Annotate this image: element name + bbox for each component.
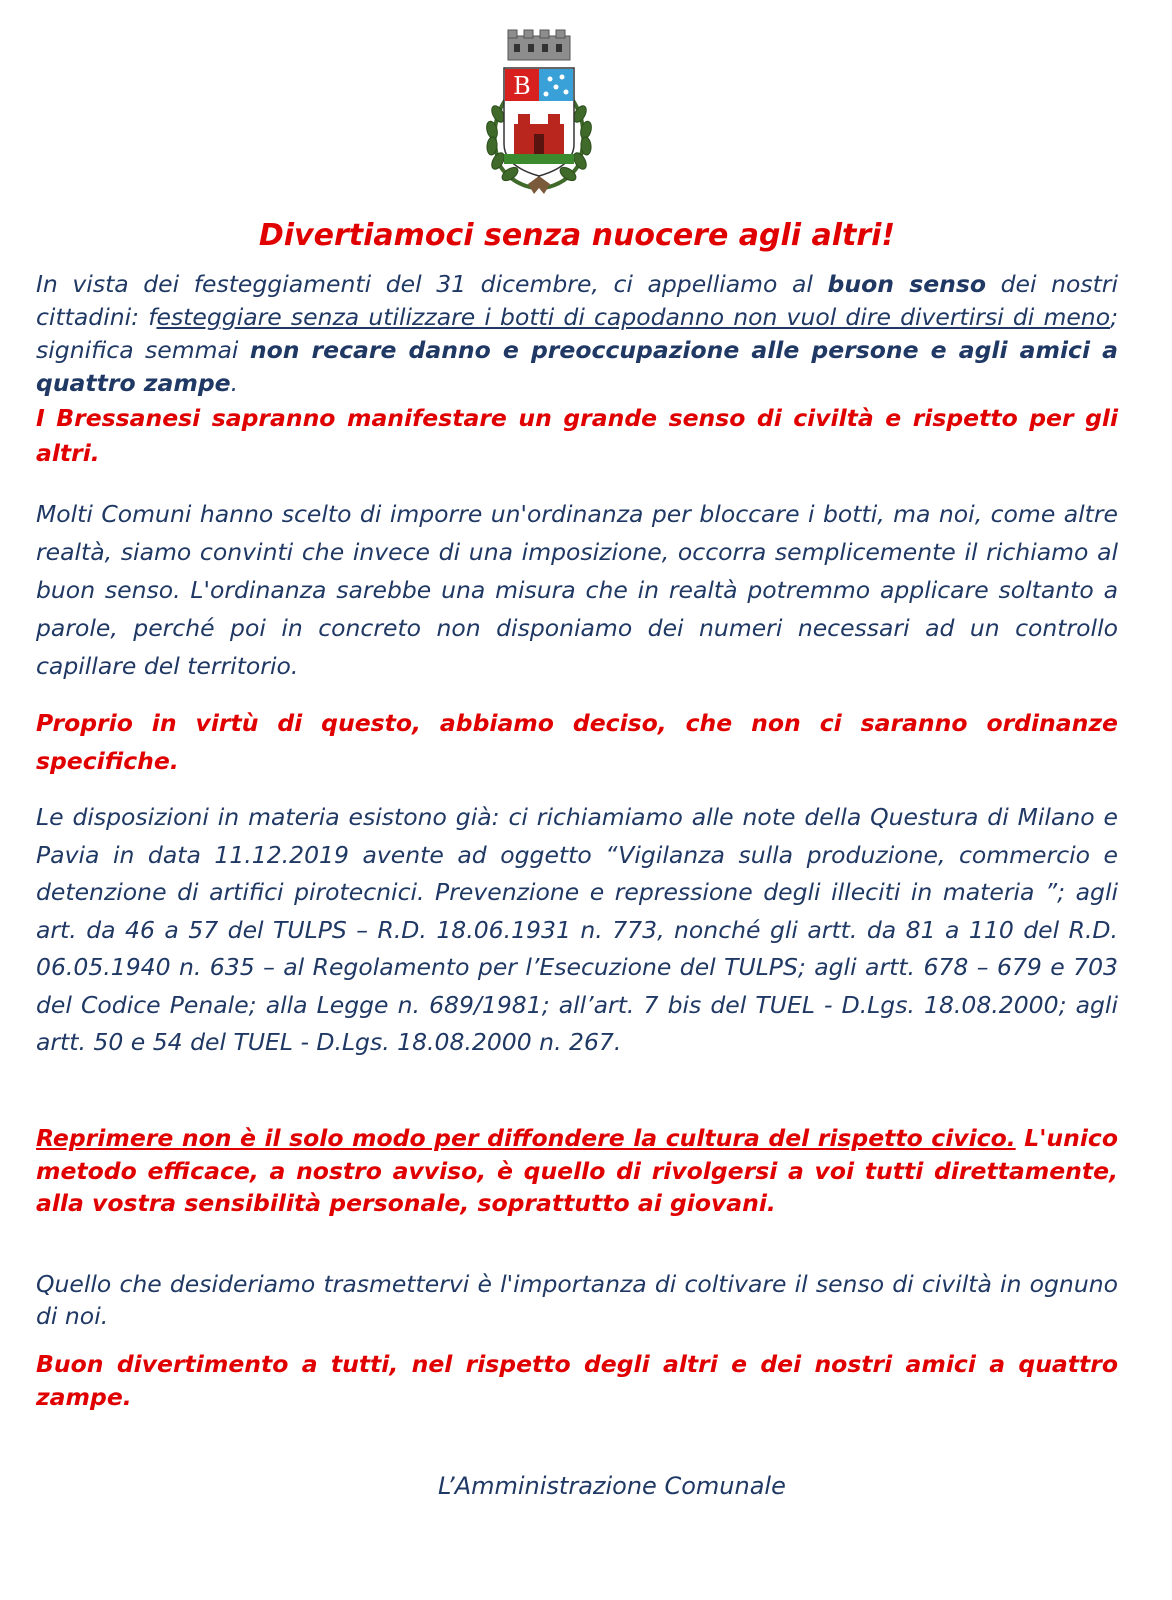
- comuni-paragraph: Molti Comuni hanno scelto di imporre un'ordinanza per bloccare i botti, ma noi, come altre realtà, siamo convinti che invece di una imposizione, occorra semplicemente il richiamo al buon senso. L'ordinanza sarebbe una misura che in realtà potremmo applicare soltanto a parole, perché poi in concreto non disponiamo dei numeri necessari ad un controllo capillare del territorio.: [36, 500, 1118, 680]
- intro-text-4: .: [230, 369, 239, 397]
- intro-bold-buon-senso: buon senso: [827, 270, 987, 298]
- intro-underlined-festeggiare: esteggiare senza utilizzare i botti di capodanno non vuol dire divertirsi di meno: [156, 303, 1111, 331]
- decisione-paragraph: Proprio in virtù di questo, abbiamo deciso, che non ci saranno ordinanze specifiche.: [36, 709, 1118, 775]
- intro-text-3: ; significa semmai: [36, 303, 1118, 364]
- page-title: Divertiamoci senza nuocere agli altri!: [258, 218, 896, 253]
- intro-text-2: dei nostri cittadini: f: [36, 270, 1118, 331]
- intro-paragraph: [36, 268, 1118, 400]
- reprimere-paragraph: [36, 1122, 1118, 1220]
- mural-crown-icon: [508, 30, 570, 60]
- emblem-letter: B: [513, 72, 531, 100]
- bressanesi-paragraph: I Bressanesi sapranno manifestare un grande senso di civiltà e rispetto per gli altri.: [36, 404, 1118, 467]
- disposizioni-paragraph: Le disposizioni in materia esistono già: ci richiamiamo alle note della Questura di Milano e Pavia in data 11.12.2019 avente ad oggetto “Vigilanza sulla produzione, commercio e detenzione di artifici pirotecnici. Prevenzione e repressione degli illeciti in materia ”; agli art. da 46 a 57 del TULPS – R.D. 18.06.1931 n. 773, nonché gli artt. da 81 a 110 del R.D. 06.05.1940 n. 635 – al Regolamento per l’Esecuzione del TULPS; agli artt. 678 – 679 e 703 del Codice Penale; alla Legge n. 689/1981; all’art. 7 bis del TUEL - D.Lgs. 18.08.2000; agli artt. 50 e 54 del TUEL - D.Lgs. 18.08.2000 n. 267.: [36, 803, 1118, 1056]
- civilta-paragraph: Quello che desideriamo trasmettervi è l'importanza di coltivare il senso di civiltà in ognuno di noi.: [36, 1270, 1118, 1330]
- coat-of-arms-emblem: [478, 26, 600, 198]
- reprimere-underlined: Reprimere non è il solo modo per diffondere la cultura del rispetto civico.: [36, 1124, 1016, 1152]
- ribbon-icon: [528, 176, 550, 194]
- signature: L’Amministrazione Comunale: [438, 1472, 786, 1500]
- intro-text-1: In vista dei festeggiamenti del 31 dicembre, ci appelliamo al: [36, 270, 828, 298]
- reprimere-rest: L'unico metodo efficace, a nostro avviso, è quello di rivolgersi a voi tutti direttamente, alla vostra sensibilità personale, soprattutto ai giovani.: [36, 1124, 1118, 1217]
- intro-bold-non-recare-danno: non recare danno e preoccupazione alle persone e agli amici a quattro zampe: [36, 336, 1118, 397]
- auguri-paragraph: Buon divertimento a tutti, nel rispetto degli altri e dei nostri amici a quattro zampe.: [36, 1350, 1118, 1411]
